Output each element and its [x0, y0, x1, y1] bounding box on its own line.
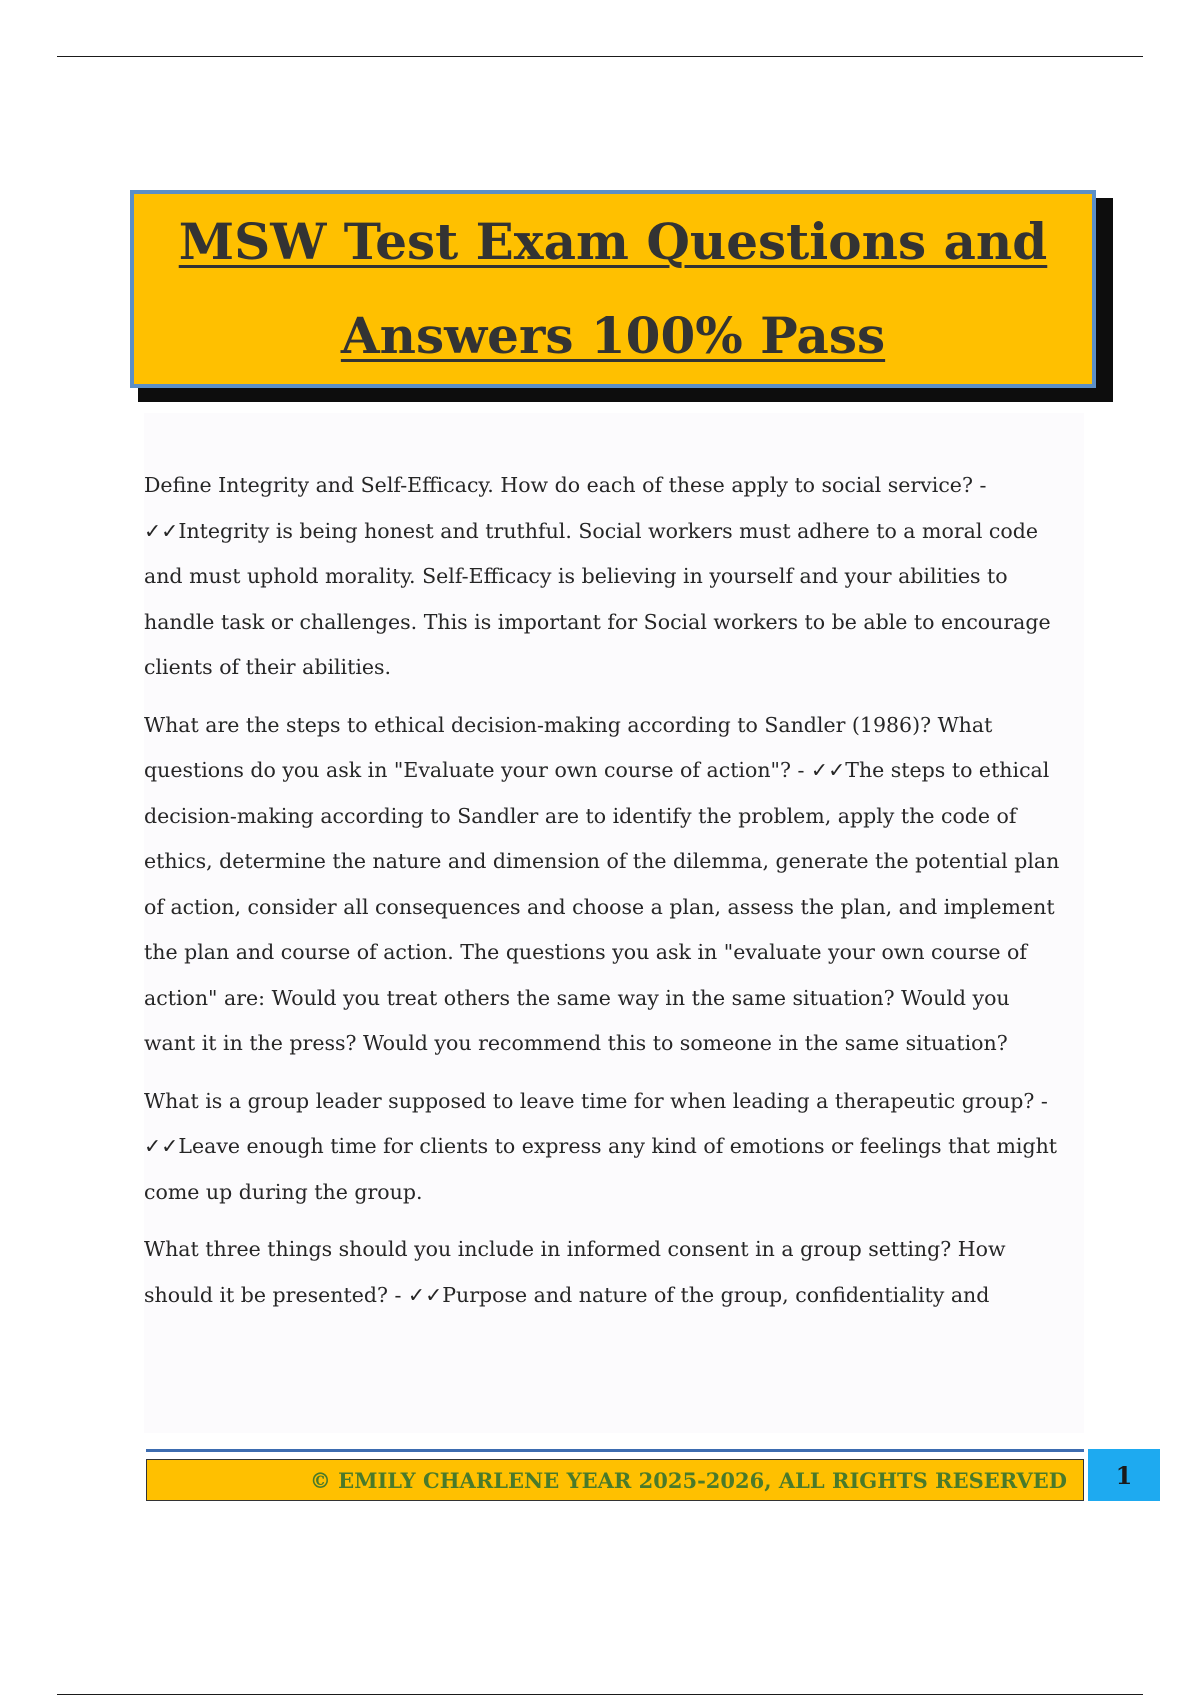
footer-bar	[146, 1459, 1084, 1501]
page-number-badge: 1	[1088, 1449, 1160, 1501]
qa-paragraph-2: What are the steps to ethical decision-making according to Sandler (1986)? What questions do you ask in "Evaluate your own course of action"? - ✓✓The steps to ethical decision-making according to Sandler are to identify the problem, apply the code of ethics, determine the nature and dimension of the dilemma, generate the potential plan of action, consider all consequences and choose a plan, assess the plan, and implement the plan and course of action. The questions you ask in "evaluate your own course of action" are: Would you treat others the same way in the same situation? Would you want it in the press? Would you recommend this to someone in the same situation?	[144, 712, 1060, 1055]
qa-paragraph-4: What three things should you include in informed consent in a group setting? How should it be presented? - ✓✓Purpose and nature of the group, confidentiality and	[144, 1237, 1006, 1307]
document-body	[144, 413, 1084, 1433]
title-line-2: Answers 100% Pass	[340, 306, 886, 365]
top-rule	[57, 56, 1143, 57]
footer-rule	[146, 1449, 1084, 1452]
copyright-text: © EMILY CHARLENE YEAR 2025-2026, ALL RIGHTS RESERVED	[309, 1467, 1067, 1493]
title-line-1: MSW Test Exam Questions and	[178, 212, 1048, 271]
qa-paragraph-3: What is a group leader supposed to leave time for when leading a therapeutic group? - ✓✓Leave enough time for clients to express any kind of emotions or feelings that might come up during the group.	[144, 1088, 1058, 1204]
bottom-rule	[57, 1694, 1143, 1695]
qa-paragraph-1: Define Integrity and Self-Efficacy. How do each of these apply to social service? - ✓✓Integrity is being honest and truthful. Social workers must adhere to a moral code and must uphold morality. Self-Efficacy is believing in yourself and your abilities to handle task or challenges. This is important for Social workers to be able to encourage clients of their abilities.	[144, 473, 1051, 679]
title-box	[130, 190, 1096, 388]
